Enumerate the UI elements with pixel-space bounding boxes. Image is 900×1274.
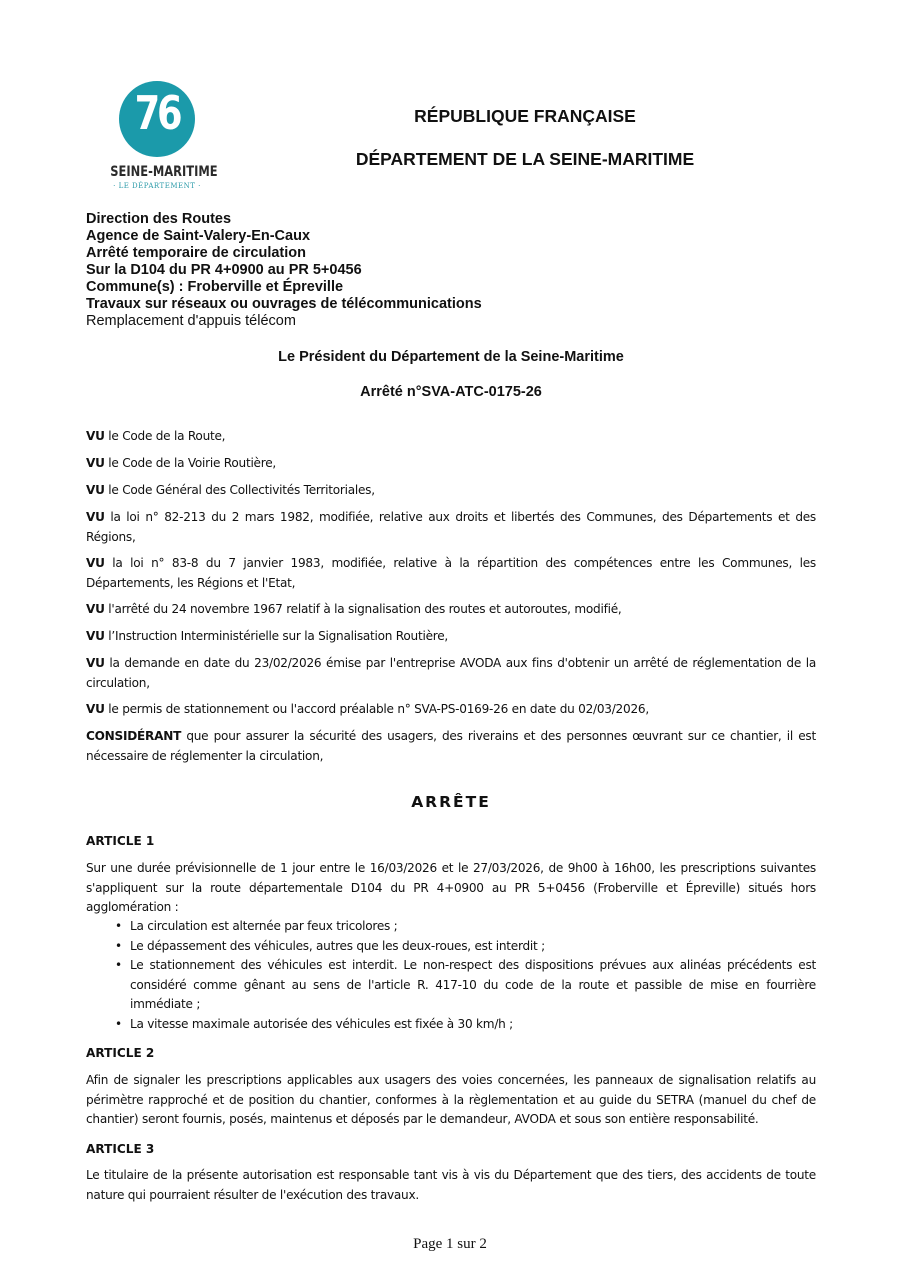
vu-clause: VU la demande en date du 23/02/2026 émise par l'entreprise AVODA aux fins d'obtenir un arrêté de réglementation de la circulation, [86,656,816,690]
vu-clause: VU le permis de stationnement ou l'accord préalable n° SVA-PS-0169-26 en date du 02/03/2026, [86,702,649,716]
article-3-text: Le titulaire de la présente autorisation est responsable tant vis à vis du Département que des tiers, des accidents de toute nature qui pourraient résulter de l'exécution des travaux. [86,1168,816,1202]
article-1-title: ARTICLE 1 [86,834,155,848]
agency: Agence de Saint-Valery-En-Caux [86,228,311,244]
article-1-bullets [86,917,816,1034]
vu-clause: VU le Code Général des Collectivités Territoriales, [86,483,375,497]
vu-clause: VU le Code de la Route, [86,429,226,443]
article-2-text: Afin de signaler les prescriptions applicables aux usagers des voies concernées, les panneaux de signalisation relatifs au périmètre rapproché et de position du chantier, conformes à la règlementation et au guide du SETRA (manuel du chef de chantier) seront fournis, posés, maintenus et déposés par le demandeur, AVODA et sous son entière responsabilité. [86,1073,816,1126]
vu-clause: VU le Code de la Voirie Routière, [86,456,276,470]
road-section: Sur la D104 du PR 4+0900 au PR 5+0456 [86,262,362,278]
vu-clause: VU l’Instruction Interministérielle sur la Signalisation Routière, [86,629,449,643]
logo-name: SEINE-MARITIME [110,164,218,180]
article-1-text: Sur une durée prévisionnelle de 1 jour entre le 16/03/2026 et le 27/03/2026, de 9h00 à 16h00, les prescriptions suivantes s'appliquent sur la route départementale D104 du PR 4+0900 au PR 5+0456 (Froberville et Épreville) situés hors agglomération : [86,861,816,914]
president-line: Le Président du Département de la Seine-Maritime [278,349,624,365]
article-3-title: ARTICLE 3 [86,1142,155,1156]
article-2-title: ARTICLE 2 [86,1046,155,1060]
considerant-clause: CONSIDÉRANT que pour assurer la sécurité des usagers, des riverains et des personnes œuvrant sur ce chantier, il est nécessaire de réglementer la circulation, [86,729,816,763]
vu-clause: VU la loi n° 83-8 du 7 janvier 1983, modifiée, relative à la répartition des compétences entre les Communes, les Départements, les Régions et l'Etat, [86,556,816,590]
list-item: • La circulation est alternée par feux tricolores ; [130,917,816,937]
list-item: • Le dépassement des véhicules, autres que les deux-roues, est interdit ; [130,937,816,957]
page-number: Page 1 sur 2 [413,1236,487,1252]
works-type: Travaux sur réseaux ou ouvrages de télécommunications [86,296,482,312]
logo-number: 76 [134,86,180,140]
arrete-title: ARRÊTE [411,793,491,811]
direction: Direction des Routes [86,211,232,227]
vu-clause: VU l'arrêté du 24 novembre 1967 relatif à la signalisation des routes et autoroutes, modifié, [86,602,622,616]
arrete-type: Arrêté temporaire de circulation [86,245,306,261]
department-logo [100,78,218,196]
list-item: • Le stationnement des véhicules est interdit. Le non-respect des dispositions prévues aux alinéas précédents est considéré comme gênant au sens de l'article R. 417-10 du code de la route et passible de mise en fourrière immédiate ; [130,956,816,1015]
list-item: • La vitesse maximale autorisée des véhicules est fixée à 30 km/h ; [130,1015,816,1035]
vu-clause: VU la loi n° 82-213 du 2 mars 1982, modifiée, relative aux droits et libertés des Communes, des Départements et des Régions, [86,510,816,544]
arrete-number: Arrêté n°SVA-ATC-0175-26 [360,384,542,400]
works-detail: Remplacement d'appuis télécom [86,313,296,329]
communes: Commune(s) : Froberville et Épreville [86,279,344,295]
republic-heading: RÉPUBLIQUE FRANÇAISE [414,106,636,126]
department-heading: DÉPARTEMENT DE LA SEINE-MARITIME [355,149,695,169]
logo-subtitle: · LE DÉPARTEMENT · [113,182,201,190]
